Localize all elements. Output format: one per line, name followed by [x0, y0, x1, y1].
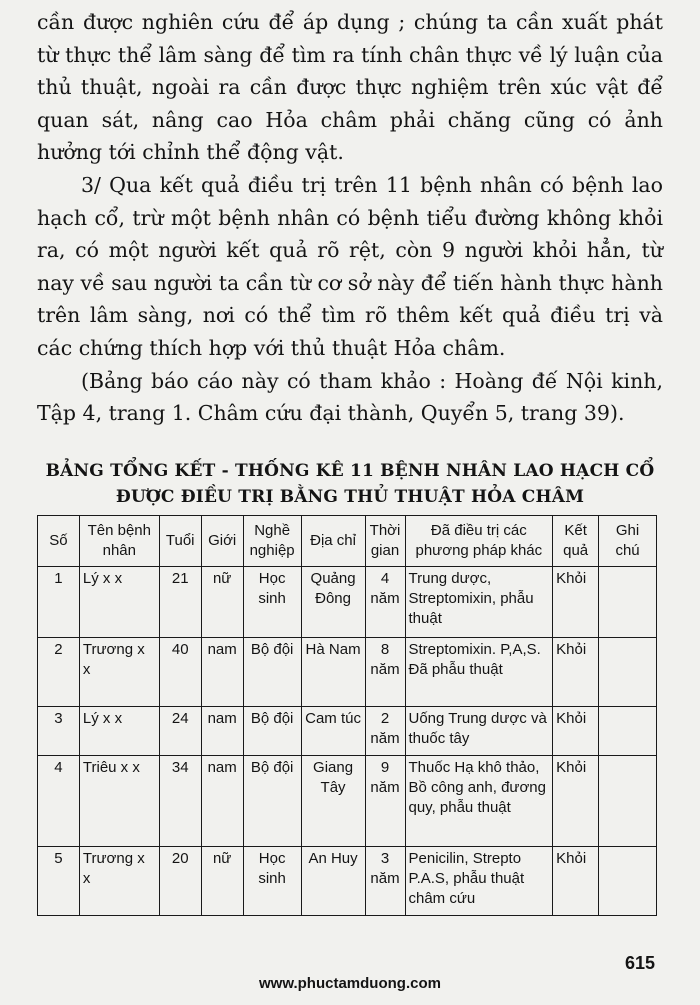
cell-thoigian: 2 năm — [365, 707, 405, 756]
table-row — [38, 756, 657, 847]
cell-so: 4 — [38, 756, 80, 847]
cell-thoigian: 8 năm — [365, 638, 405, 707]
header-diachi: Địa chỉ — [301, 516, 365, 567]
cell-thoigian: 9 năm — [365, 756, 405, 847]
statistics-table — [37, 515, 657, 916]
cell-ten: Trương x x — [79, 638, 159, 707]
cell-ketqua: Khỏi — [553, 638, 599, 707]
body-text — [37, 6, 663, 430]
cell-tuoi: 20 — [159, 847, 201, 916]
table-row — [38, 707, 657, 756]
cell-ten: Triêu x x — [79, 756, 159, 847]
table-title-line-1: BẢNG TỔNG KẾT - THỐNG KÊ 11 BỆNH NHÂN LAO HẠCH CỔ — [45, 461, 655, 481]
cell-diachi: Hà Nam — [301, 638, 365, 707]
cell-so: 1 — [38, 567, 80, 638]
table-row — [38, 847, 657, 916]
header-ghichu: Ghi chú — [599, 516, 657, 567]
header-thoigian: Thời gian — [365, 516, 405, 567]
cell-nghe: Bộ đội — [243, 756, 301, 847]
header-so: Số — [38, 516, 80, 567]
cell-ghichu — [599, 756, 657, 847]
cell-phuongphap: Uống Trung dược và thuốc tây — [405, 707, 553, 756]
cell-ghichu — [599, 707, 657, 756]
cell-tuoi: 40 — [159, 638, 201, 707]
cell-phuongphap: Penicilin, Strepto P.A.S, phẫu thuật châm cứu — [405, 847, 553, 916]
cell-diachi: Quảng Đông — [301, 567, 365, 638]
cell-so: 2 — [38, 638, 80, 707]
cell-ketqua: Khỏi — [553, 847, 599, 916]
cell-diachi: Cam túc — [301, 707, 365, 756]
header-phuongphap: Đã điều trị các phương pháp khác — [405, 516, 553, 567]
header-nghe: Nghề nghiệp — [243, 516, 301, 567]
cell-gioi: nữ — [201, 847, 243, 916]
cell-gioi: nam — [201, 638, 243, 707]
cell-ketqua: Khỏi — [553, 707, 599, 756]
paragraph-2: 3/ Qua kết quả điều trị trên 11 bệnh nhân có bệnh lao hạch cổ, trừ một bệnh nhân có bệnh tiểu đường không khỏi ra, có một người kết quả rõ rệt, còn 9 người khỏi hẳn, từ nay về sau người ta cần từ cơ sở này để tiến hành thực hành trên lâm sàng, nơi có thể tìm rõ thêm kết quả điều trị và các chứng thích hợp với thủ thuật Hỏa châm. — [37, 172, 663, 360]
cell-ten: Trương x x — [79, 847, 159, 916]
cell-ghichu — [599, 638, 657, 707]
cell-ten: Lý x x — [79, 567, 159, 638]
cell-nghe: Học sinh — [243, 567, 301, 638]
cell-nghe: Bộ đội — [243, 707, 301, 756]
cell-ten: Lý x x — [79, 707, 159, 756]
cell-thoigian: 4 năm — [365, 567, 405, 638]
header-ketqua: Kết quả — [553, 516, 599, 567]
cell-phuongphap: Thuốc Hạ khô thảo, Bồ công anh, đương quy, phẫu thuật — [405, 756, 553, 847]
paragraph-1: cần được nghiên cứu để áp dụng ; chúng ta cần xuất phát từ thực thể lâm sàng để tìm ra tính chân thực về lý luận của thủ thuật, ngoài ra cần được thực nghiệm trên xúc vật để quan sát, nâng cao Hỏa châm phải chăng cũng có ảnh hưởng tới chỉnh thể động vật. — [37, 10, 663, 165]
header-gioi: Giới — [201, 516, 243, 567]
cell-gioi: nữ — [201, 567, 243, 638]
cell-ghichu — [599, 567, 657, 638]
header-tuoi: Tuổi — [159, 516, 201, 567]
cell-thoigian: 3 năm — [365, 847, 405, 916]
cell-diachi: An Huy — [301, 847, 365, 916]
paragraph-3: (Bảng báo cáo này có tham khảo : Hoàng đế Nội kinh, Tập 4, trang 1. Châm cứu đại thành, Quyển 5, trang 39). — [37, 368, 663, 426]
cell-nghe: Học sinh — [243, 847, 301, 916]
cell-phuongphap: Streptomixin. P,A,S. Đã phẫu thuật — [405, 638, 553, 707]
header-ten: Tên bệnh nhân — [79, 516, 159, 567]
cell-ghichu — [599, 847, 657, 916]
cell-tuoi: 24 — [159, 707, 201, 756]
cell-ketqua: Khỏi — [553, 756, 599, 847]
page-number: 615 — [624, 953, 655, 973]
cell-gioi: nam — [201, 707, 243, 756]
cell-so: 3 — [38, 707, 80, 756]
cell-so: 5 — [38, 847, 80, 916]
table-title-line-2: ĐƯỢC ĐIỀU TRỊ BẰNG THỦ THUẬT HỎA CHÂM — [115, 487, 585, 507]
cell-tuoi: 34 — [159, 756, 201, 847]
cell-tuoi: 21 — [159, 567, 201, 638]
cell-nghe: Bộ đội — [243, 638, 301, 707]
table-header-row — [38, 516, 657, 567]
cell-gioi: nam — [201, 756, 243, 847]
cell-phuongphap: Trung dược, Streptomixin, phẫu thuật — [405, 567, 553, 638]
cell-ketqua: Khỏi — [553, 567, 599, 638]
website-link[interactable]: www.phuctamduong.com — [259, 975, 441, 992]
table-row — [38, 638, 657, 707]
table-title — [37, 458, 663, 510]
table-row — [38, 567, 657, 638]
cell-diachi: Giang Tây — [301, 756, 365, 847]
